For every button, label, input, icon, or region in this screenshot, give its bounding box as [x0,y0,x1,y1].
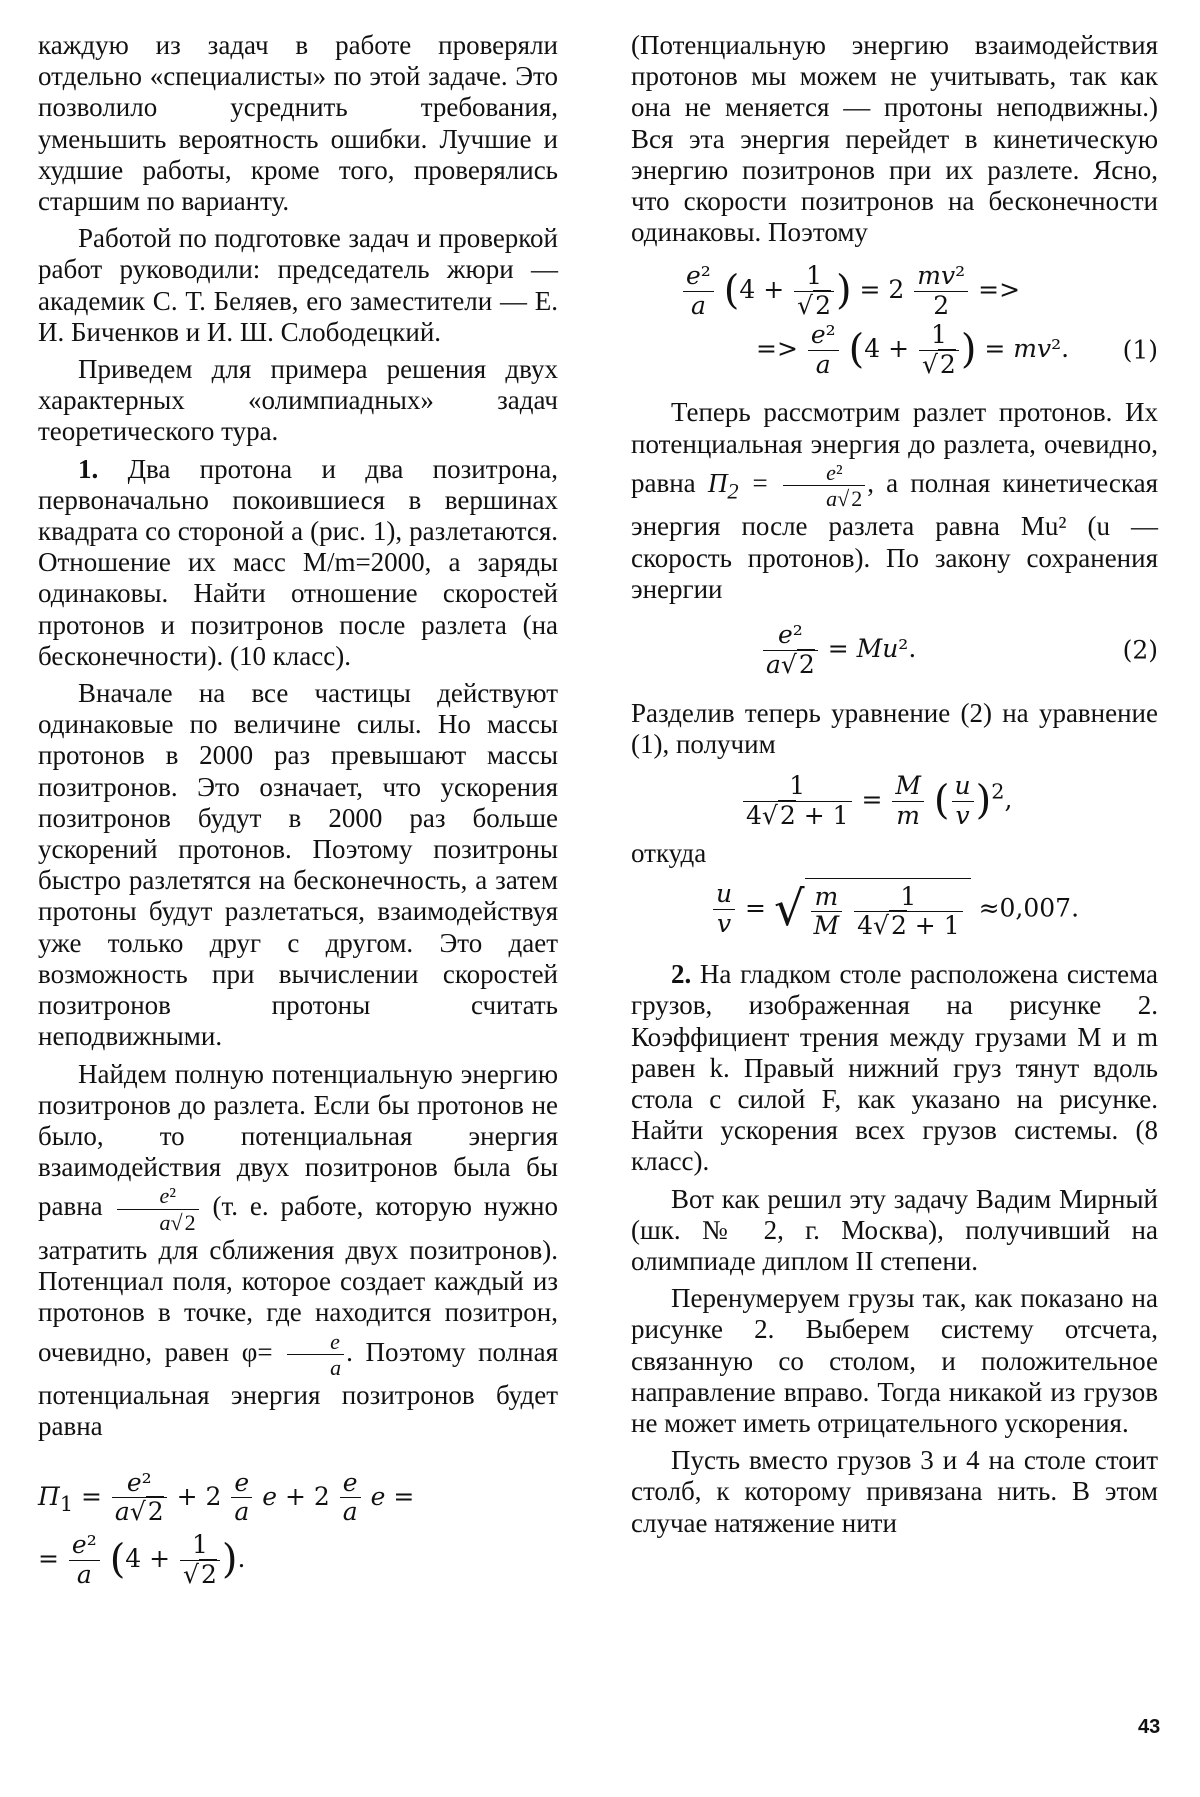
equation-1-line-1: $\frac{\text{e²}}{a}$ (4 + $\frac{1}{√2}$ ) = 2 $\frac{\text{mv²}}{2}$ => [631,262,1158,321]
equation-2: $\frac{\text{e²}}{a√2}$ = Mu². (2) [631,621,1158,680]
left-paragraph-6-a: Найдем полную потенциальную энергию позитронов до разлета. Если бы протонов не было, то потенциальная энергия взаимодействия двух позитронов была бы равна [38,1058,558,1222]
right-paragraph-2-b: , а полная кинетическая энергия после разлета равна Mu² (u — скорость протонов). По закону сохранения энергии [631,467,1158,604]
right-paragraph-2: Теперь рассмотрим разлет протонов. Их потенциальная энергия до разлета, очевидно, равна $\Pi_2$ = $\frac{\text{e²}}{a√2}$ , а полная кинетическая энергия после разлета равна Mu² (u — скорость протонов). По закону сохранения энергии [631,397,1158,604]
problem-1-number: 1. [78,453,99,484]
problem-1-text: Два протона и два позитрона, первоначально покоившиеся в вершинах квадрата со стороной a (рис. 1), разлетаются. Отношение их масс M/m=2000, а заряды одинаковы. Найти отношение скоростей протонов и позитронов после разлета (на бесконечности). (10 класс). [38,453,559,671]
right-column [631,30,1158,1539]
left-paragraph-1: каждую из задач в работе проверяли отдельно «специалисты» по этой задаче. Это позволило усреднить требования, уменьшить вероятность ошибки. Лучшие и худшие работы, кроме того, проверялись старшим по варианту. [38,30,558,217]
equation-result: $\frac{u}{v}$ = √ $\frac{m}{M}$ $\frac{1}{4√2 + 1}$ ≈0,007. [631,878,1158,942]
left-paragraph-6 [38,1059,558,1443]
problem-2-number: 2. [671,959,692,990]
right-paragraph-6: Вот как решил эту задачу Вадим Мирный (шк. № 2, г. Москва), получивший на олимпиаде диплом II степени. [631,1183,1158,1276]
left-paragraph-6-c: . Поэтому полная потенциальная энергия позитронов будет равна [38,1336,558,1442]
equation-1-number: (1) [1122,335,1158,365]
right-paragraph-4: откуда [631,838,707,869]
right-paragraph-3: Разделив теперь уравнение (2) на уравнение (1), получим [631,697,1158,759]
left-paragraph-3: Приведем для примера решения двух характерных «олимпиадных» задач теоретического тура. [38,354,558,447]
problem-1-statement [38,454,558,672]
page-number: 43 [1138,1716,1161,1738]
left-paragraph-2: Работой по подготовке задач и проверкой работ руководили: председатель жюри — академик С. Т. Беляев, его заместители — Е. И. Биченков и И. Ш. Слободецкий. [38,223,558,347]
formula-e2-over-a-sqrt2: $\frac{\text{e²}}{a√2}$ [117,1183,199,1235]
right-paragraph-7: Перенумеруем грузы так, как показано на рисунке 2. Выберем систему отсчета, связанную со столом, и положительное направление вправо. Тогда никакой из грузов не может иметь отрицательного ускорения. [631,1283,1158,1438]
equation-1-line-2: => $\frac{\text{e²}}{a}$ (4 + $\frac{1}{√2}$ ) = mv². (1) [756,319,1158,379]
formula-e-over-a: $\frac{e}{a}$ [287,1329,344,1381]
right-paragraph-2-a: Теперь рассмотрим разлет протонов. Их потенциальная энергия до разлета, очевидно, равна [631,397,1158,498]
problem-2-text: На гладком столе расположена система грузов, изображенная на рисунке 2. Коэффициент трения между грузами M и m равен k. Правый нижний груз тянут вдоль стола с силой F, как указано на рисунке. Найти ускорения всех грузов системы. (8 класс). [631,959,1158,1177]
right-paragraph-1: (Потенциальную энергию взаимодействия протонов мы можем не учитывать, так как она не меняется — протоны неподвижны.) Вся эта энергия перейдет в кинетическую энергию позитронов при их разлете. Ясно, что скорости позитронов на бесконечности одинаковы. Поэтому [631,30,1158,248]
left-paragraph-6-b: (т. е. работе, которую нужно затратить для сближения двух позитронов). Потенциал поля, которое создает каждый из протонов в точке, где находится позитрон, очевидно, равен φ= [38,1191,558,1367]
equation-potential-energy: $\Pi_1$ = $\frac{\text{e²}}{a√2}$ + 2 $\frac{e}{a}$ e + 2 $\frac{e}{a}$ e = [38,1467,415,1527]
equation-ratio: $\frac{1}{4√2 + 1}$ = $\frac{M}{m}$ ( $\frac{u}{v}$ )$^2$, [631,772,1158,831]
left-paragraph-5: Вначале на все частицы действуют одинаковые по величине силы. Но массы протонов в 2000 раз превышают массы позитронов. Это означает, что ускорения позитронов будут в 2000 раз больше ускорений протонов. Поэтому позитроны быстро разлетятся на бесконечность, а затем протоны будут разлетаться, взаимодействуя уже только друг с другом. Это дает возможность при вычислении скоростей позитронов протоны считать неподвижными. [38,678,558,1052]
result-value: ≈0,007. [978,892,1080,922]
left-column [38,30,558,1590]
right-paragraph-8: Пусть вместо грузов 3 и 4 на столе стоит столб, к которому привязана нить. В этом случае натяжение нити [631,1445,1158,1538]
formula-p2: $\frac{\text{e²}}{a√2}$ [783,460,865,512]
equation-2-number: (2) [1122,635,1158,665]
problem-2-statement [631,959,1158,1177]
equation-potential-energy-result: = $\frac{\text{e²}}{a}$ (4 + $\frac{1}{√2}$ ). [38,1530,246,1589]
